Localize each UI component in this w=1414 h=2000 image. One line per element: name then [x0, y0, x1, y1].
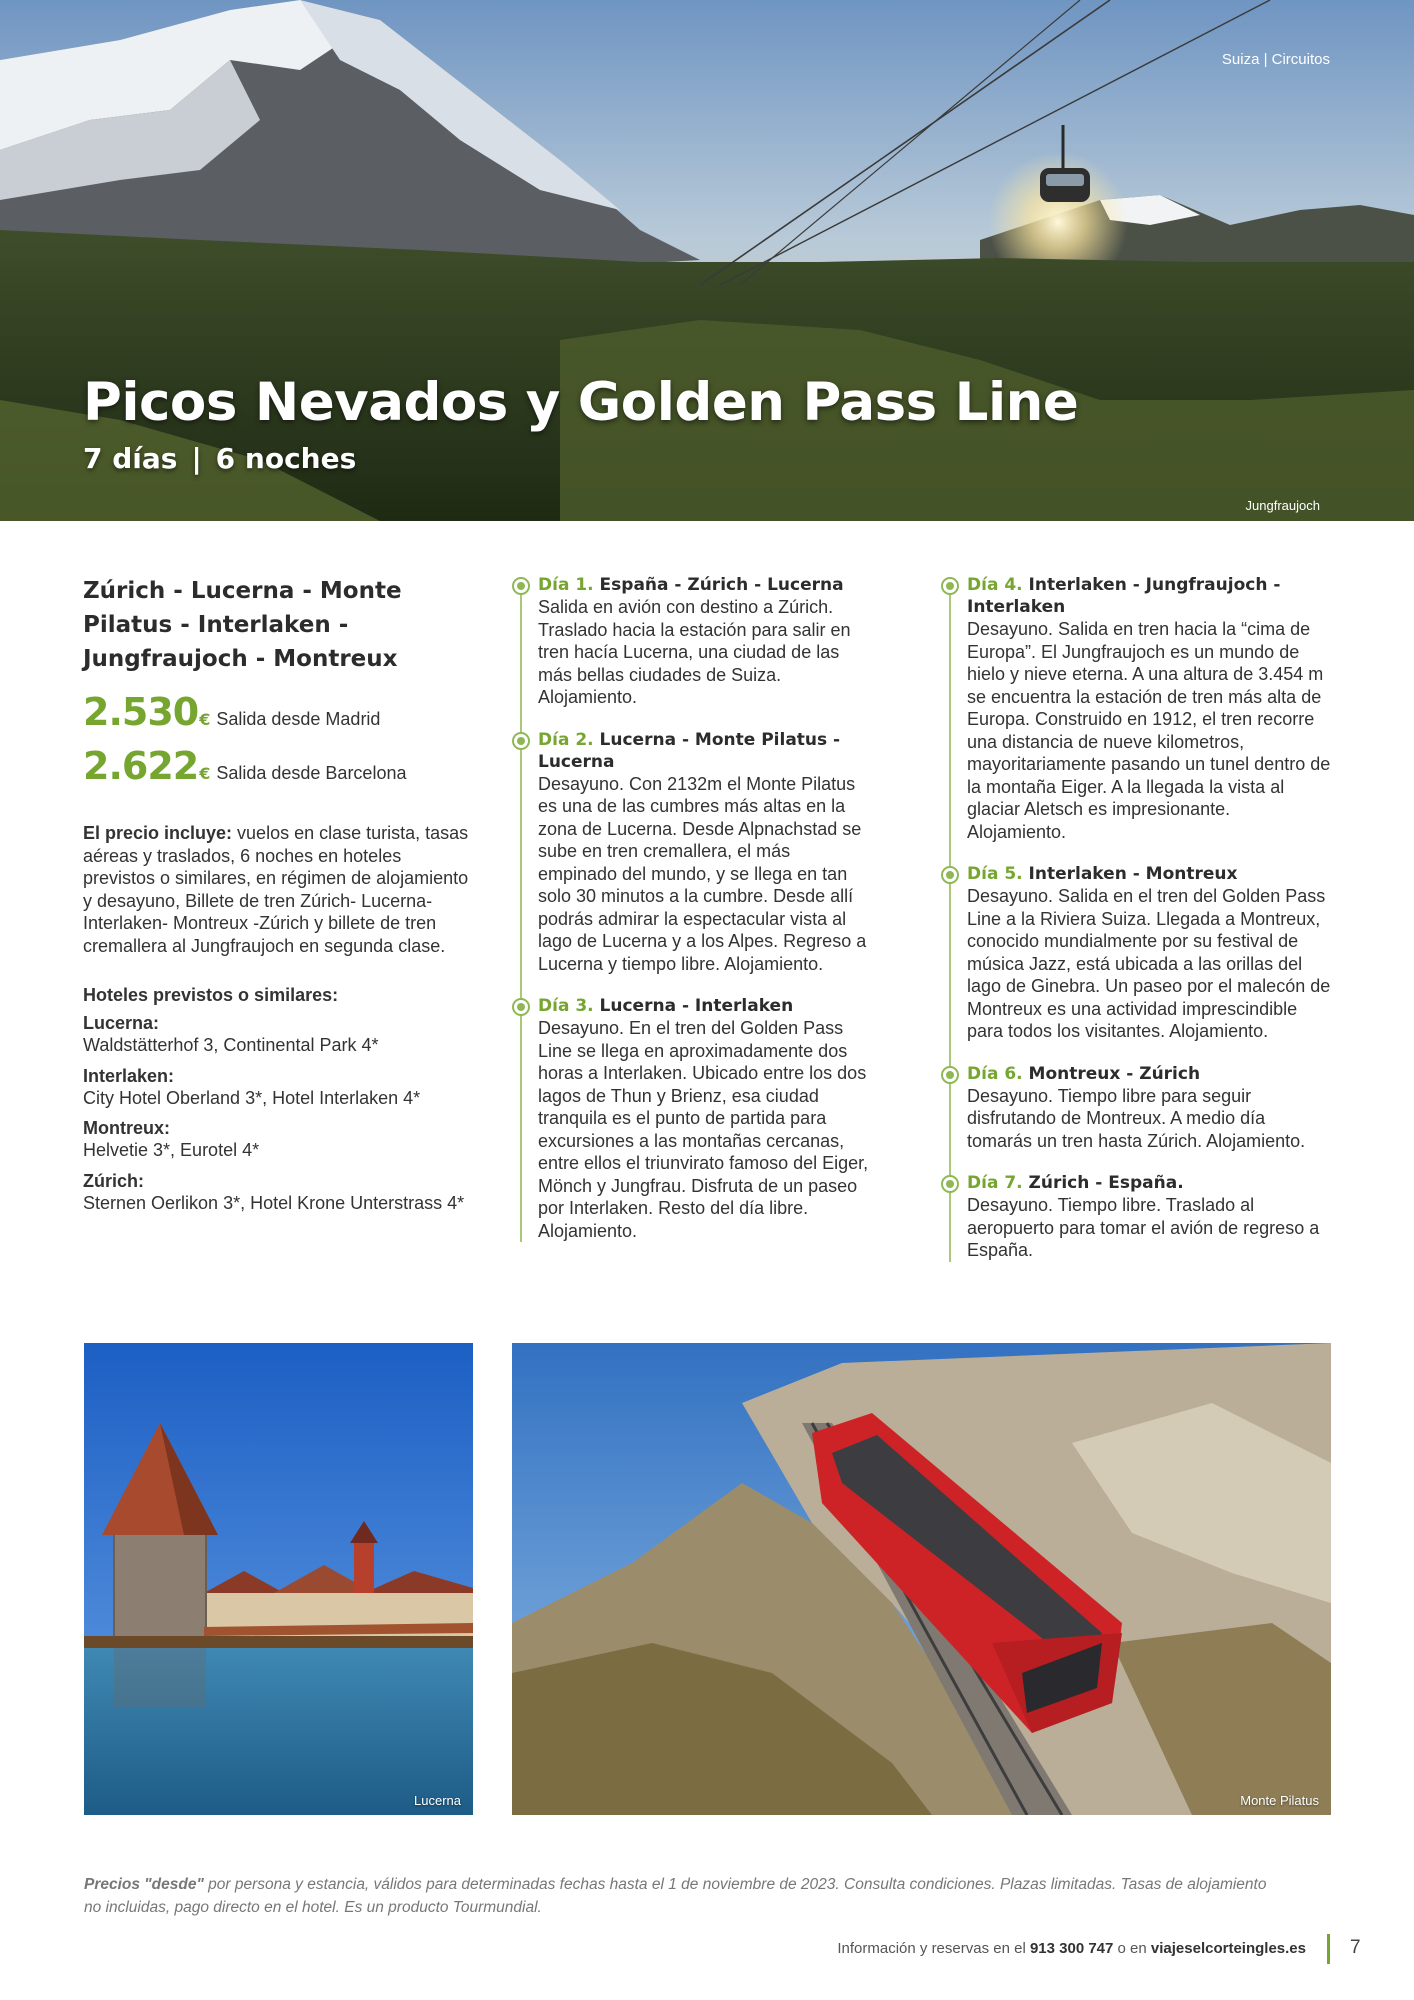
route-heading: Zúrich - Lucerna - Monte Pilatus - Interlaken - Jungfraujoch - Montreux [83, 578, 402, 672]
day-number: Día 1. [538, 575, 594, 595]
price-amount: 2.622 [83, 744, 199, 788]
hotel-names: City Hotel Oberland 3*, Hotel Interlaken 4* [83, 1087, 421, 1108]
day-number: Día 2. [538, 729, 594, 750]
day-title: Interlaken - Montreux [1022, 864, 1238, 884]
price-amount: 2.530 [83, 690, 199, 734]
day-number: Día 7. [967, 1173, 1023, 1193]
hotel-names: Sternen Oerlikon 3*, Hotel Krone Unterstrass 4* [83, 1192, 465, 1213]
hotel-city: Zúrich: [83, 1170, 144, 1191]
footer-mid: o en [1113, 1940, 1151, 1957]
timeline-dot-icon [941, 577, 959, 595]
price-currency: € [199, 764, 211, 783]
price-madrid [83, 690, 473, 734]
day-title: Zúrich - España. [1022, 1173, 1184, 1193]
timeline-dot-icon [941, 866, 959, 884]
page-title: Picos Nevados y Golden Pass Line [83, 372, 1079, 433]
day-description: Desayuno. Tiempo libre. Traslado al aeropuerto para tomar el avión de regreso a España. [967, 1195, 1320, 1260]
day-heading [538, 574, 872, 596]
day-heading [538, 995, 872, 1017]
itinerary-day-1 [512, 574, 872, 709]
trip-duration [83, 442, 356, 475]
footer-contact [837, 1940, 1306, 1957]
itinerary-column-2 [941, 574, 1331, 1262]
duration-nights: 6 noches [215, 442, 357, 475]
hero-banner [0, 0, 1414, 521]
itinerary-day-4 [941, 574, 1331, 843]
pilatus-caption: Monte Pilatus [1240, 1793, 1319, 1808]
itinerary-day-2 [512, 729, 872, 976]
day-title: España - Zúrich - Lucerna [593, 575, 844, 595]
footer-website-link[interactable]: viajeselcorteingles.es [1150, 1940, 1306, 1957]
itinerary-day-6 [941, 1063, 1331, 1153]
includes-text: vuelos en clase turista, tasas aéreas y traslados, 6 noches en hoteles previstos o similares, en régimen de alojamiento y desayuno, Billete de tren Zúrich- Lucerna- Interlaken- Montreux -Zúrich y billete de tren cremallera al Jungfraujoch en segunda clase. [83, 823, 469, 956]
day-description: Salida en avión con destino a Zúrich. Traslado hacia la estación para salir en tren hacía Lucerna, una ciudad de las más bellas ciudades de Suiza. Alojamiento. [538, 597, 851, 707]
itinerary-day-5 [941, 863, 1331, 1043]
pilatus-illustration [512, 1343, 1331, 1815]
day-heading [967, 574, 1331, 618]
day-heading [967, 863, 1331, 885]
price-barcelona [83, 744, 473, 788]
hotel-names: Waldstätterhof 3, Continental Park 4* [83, 1035, 379, 1055]
timeline-dot-icon [512, 577, 530, 595]
timeline-dot-icon [941, 1066, 959, 1084]
disclaimer-bold: Precios "desde" [84, 1876, 204, 1893]
day-description: Desayuno. Salida en tren hacia la “cima de Europa”. El Jungfraujoch es un mundo de hielo y nieve eterna. A una altura de 3.454 m se encuentra la estación de tren más alta de Europa. Construido en 1912, el tren recorre una distancia de nueve kilometros, mayoritariamente pasando un tunel dentro de la montaña Eiger. A la llegada la vista al glaciar Aletsch es impresionante. Alojamiento. [967, 619, 1331, 842]
price-departure: Salida desde Barcelona [216, 763, 407, 783]
includes-label: El precio incluye: [83, 823, 233, 843]
price-includes [83, 822, 473, 957]
day-title: Lucerna - Monte Pilatus - Lucerna [538, 729, 841, 772]
footer-phone[interactable]: 913 300 747 [1029, 1940, 1114, 1957]
day-number: Día 3. [538, 996, 594, 1016]
duration-days: 7 días [83, 442, 178, 475]
section-label: Suiza | Circuitos [1221, 51, 1330, 68]
lucerna-caption: Lucerna [414, 1793, 461, 1808]
timeline-dot-icon [941, 1175, 959, 1193]
lucerna-photo [84, 1343, 473, 1815]
price-departure: Salida desde Madrid [216, 709, 381, 729]
itinerary-day-7 [941, 1172, 1331, 1262]
day-number: Día 5. [967, 864, 1023, 884]
day-title: Montreux - Zúrich [1022, 1063, 1201, 1084]
page-number: 7 [1350, 1937, 1361, 1958]
day-number: Día 4. [967, 575, 1023, 595]
hotel-city: Interlaken: [83, 1065, 175, 1086]
timeline-dot-icon [512, 998, 530, 1016]
itinerary-day-3 [512, 995, 872, 1242]
hotel-city: Montreux: [83, 1118, 170, 1138]
footer-divider [1327, 1934, 1330, 1964]
trip-summary [83, 574, 473, 1214]
disclaimer-text: por persona y estancia, válidos para determinadas fechas hasta el 1 de noviembre de 2023. Consulta condiciones. Plazas limitadas. Tasas de alojamiento no incluidas, pago directo en el hotel. Es un producto Tourmundial. [84, 1876, 1267, 1916]
day-heading [967, 1063, 1331, 1085]
hotel-city: Lucerna: [83, 1013, 160, 1033]
day-description: Desayuno. En el tren del Golden Pass Line se llega en aproximadamente dos horas a Interlaken. Ubicado entre los dos lagos de Thun y Brienz, esa ciudad tranquila es el punto de partida para excursiones a las montañas cercanas, entre ellos el triunvirato famoso del Eiger, Mönch y Jungfrau. Disfruta de un paseo por Interlaken. Resto del día libre. Alojamiento. [538, 1018, 869, 1241]
day-number: Día 6. [967, 1063, 1023, 1084]
price-currency: € [199, 710, 211, 729]
price-disclaimer [84, 1873, 1284, 1919]
lucerna-illustration [84, 1343, 473, 1815]
hotel-names: Helvetie 3*, Eurotel 4* [83, 1140, 260, 1160]
day-title: Lucerna - Interlaken [593, 996, 794, 1016]
day-description: Desayuno. Con 2132m el Monte Pilatus es una de las cumbres más altas en la zona de Lucerna. Desde Alpnachstad se sube en tren cremallera, el más empinado del mundo, y se llega en tan solo 30 minutos a la cumbre. Desde allí podrás admirar la espectacular vista al lago de Lucerna y a los Alpes. Regreso a Lucerna y tiempo libre. Alojamiento. [538, 773, 867, 974]
footer-prefix: Información y reservas en el [837, 1940, 1030, 1957]
day-heading [538, 729, 872, 773]
hero-photo-caption: Jungfraujoch [1245, 498, 1320, 513]
duration-separator: | [191, 442, 202, 475]
day-title: Interlaken - Jungfraujoch - Interlaken [967, 575, 1281, 617]
pilatus-photo [512, 1343, 1331, 1815]
day-description: Desayuno. Salida en el tren del Golden Pass Line a la Riviera Suiza. Llegada a Montreux, conocido mundialmente por su festival de música Jazz, está ubicada a las orillas del lago de Ginebra. Un paseo por el malecón de Montreux es una actividad imprescindible para todos los visitantes. Alojamiento. [967, 886, 1331, 1041]
itinerary-column-1 [512, 574, 872, 1242]
timeline-dot-icon [512, 732, 530, 750]
hotels-heading: Hoteles previstos o similares: [83, 985, 339, 1005]
day-heading [967, 1172, 1331, 1194]
day-description: Desayuno. Tiempo libre para seguir disfrutando de Montreux. A medio día tomarás un tren hasta Zúrich. Alojamiento. [967, 1085, 1306, 1151]
